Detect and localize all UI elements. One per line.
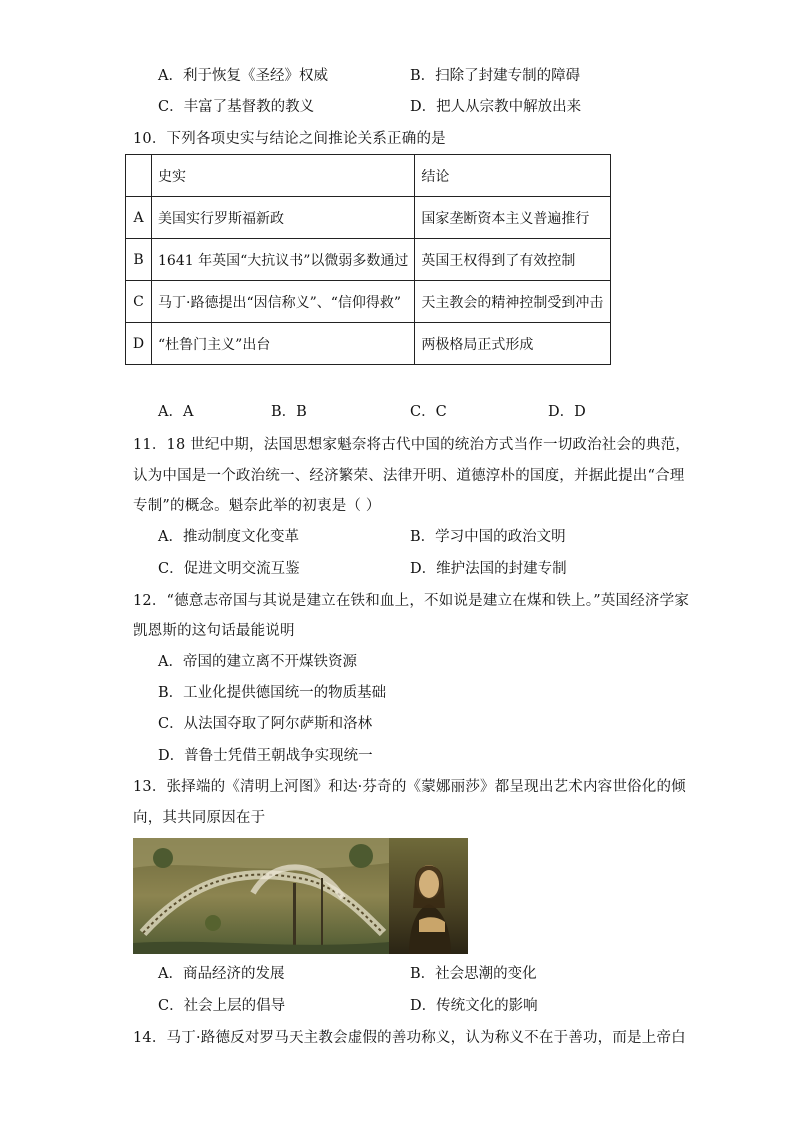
table-header-fact: 史实 bbox=[152, 155, 415, 197]
q11-option-b: B．学习中国的政治文明 bbox=[410, 529, 566, 545]
row-conclusion: 天主教会的精神控制受到冲击 bbox=[415, 281, 611, 323]
row-label: A bbox=[126, 197, 152, 239]
q10-option-c: C．C bbox=[410, 404, 447, 420]
q9-option-b: B．扫除了封建专制的障碍 bbox=[410, 68, 581, 84]
row-label: C bbox=[126, 281, 152, 323]
q12-option-c: C．从法国夺取了阿尔萨斯和洛林 bbox=[158, 716, 373, 732]
q13-option-a: A．商品经济的发展 bbox=[158, 966, 285, 982]
q12-option-d: D．普鲁士凭借王朝战争实现统一 bbox=[158, 748, 373, 764]
row-conclusion: 英国王权得到了有效控制 bbox=[415, 239, 611, 281]
q11-stem-line-2: 认为中国是一个政治统一、经济繁荣、法律开明、道德淳朴的国度，并据此提出“合理 bbox=[133, 468, 685, 484]
table-row bbox=[126, 197, 611, 239]
mona-lisa-painting bbox=[389, 838, 468, 954]
q10-option-d: D．D bbox=[548, 404, 586, 420]
q11-stem-line-3: 专制”的概念。魁奈此举的初衷是（ ） bbox=[133, 498, 381, 514]
qingming-scroll-painting bbox=[133, 838, 389, 954]
q12-stem-line-2: 凯恩斯的这句话最能说明 bbox=[133, 623, 295, 639]
q9-option-c: C．丰富了基督教的教义 bbox=[158, 99, 315, 115]
q9-option-d: D．把人从宗教中解放出来 bbox=[410, 99, 582, 115]
q11-option-d: D．维护法国的封建专制 bbox=[410, 561, 567, 577]
row-conclusion: 国家垄断资本主义普遍推行 bbox=[415, 197, 611, 239]
q11-stem-line-1: 11．18 世纪中期，法国思想家魁奈将古代中国的统治方式当作一切政治社会的典范， bbox=[133, 437, 691, 453]
q11-option-c: C．促进文明交流互鉴 bbox=[158, 561, 300, 577]
q13-option-b: B．社会思潮的变化 bbox=[410, 966, 537, 982]
row-label: B bbox=[126, 239, 152, 281]
q13-option-d: D．传统文化的影响 bbox=[410, 998, 538, 1014]
q10-option-a: A．A bbox=[158, 404, 194, 420]
table-row bbox=[126, 281, 611, 323]
q9-option-a: A．利于恢复《圣经》权威 bbox=[158, 68, 328, 84]
row-label: D bbox=[126, 323, 152, 365]
q12-option-a: A．帝国的建立离不开煤铁资源 bbox=[158, 654, 357, 670]
q10-option-b: B．B bbox=[271, 404, 307, 420]
table-row bbox=[126, 239, 611, 281]
q13-stem-line-1: 13．张择端的《清明上河图》和达·芬奇的《蒙娜丽莎》都呈现出艺术内容世俗化的倾 bbox=[133, 779, 686, 795]
row-fact: 1641 年英国“大抗议书”以微弱多数通过 bbox=[152, 239, 415, 281]
row-fact: 马丁·路德提出“因信称义”、“信仰得救” bbox=[152, 281, 415, 323]
table-header-blank bbox=[126, 155, 152, 197]
table-header-row bbox=[126, 155, 611, 197]
row-fact: 美国实行罗斯福新政 bbox=[152, 197, 415, 239]
q10-stem: 10．下列各项史实与结论之间推论关系正确的是 bbox=[133, 131, 446, 147]
q13-stem-line-2: 向，其共同原因在于 bbox=[133, 810, 266, 826]
table-header-conclusion: 结论 bbox=[415, 155, 611, 197]
table-row bbox=[126, 323, 611, 365]
paintings-image bbox=[133, 838, 468, 954]
q12-stem-line-1: 12．“德意志帝国与其说是建立在铁和血上，不如说是建立在煤和铁上。”英国经济学家 bbox=[133, 593, 690, 609]
row-fact: “杜鲁门主义”出台 bbox=[152, 323, 415, 365]
q12-option-b: B．工业化提供德国统一的物质基础 bbox=[158, 685, 387, 701]
q14-stem-line-1: 14．马丁·路德反对罗马天主教会虚假的善功称义，认为称义不在于善功，而是上帝白 bbox=[133, 1030, 686, 1046]
q10-table bbox=[125, 154, 611, 365]
row-conclusion: 两极格局正式形成 bbox=[415, 323, 611, 365]
q11-option-a: A．推动制度文化变革 bbox=[158, 529, 299, 545]
q13-option-c: C．社会上层的倡导 bbox=[158, 998, 286, 1014]
